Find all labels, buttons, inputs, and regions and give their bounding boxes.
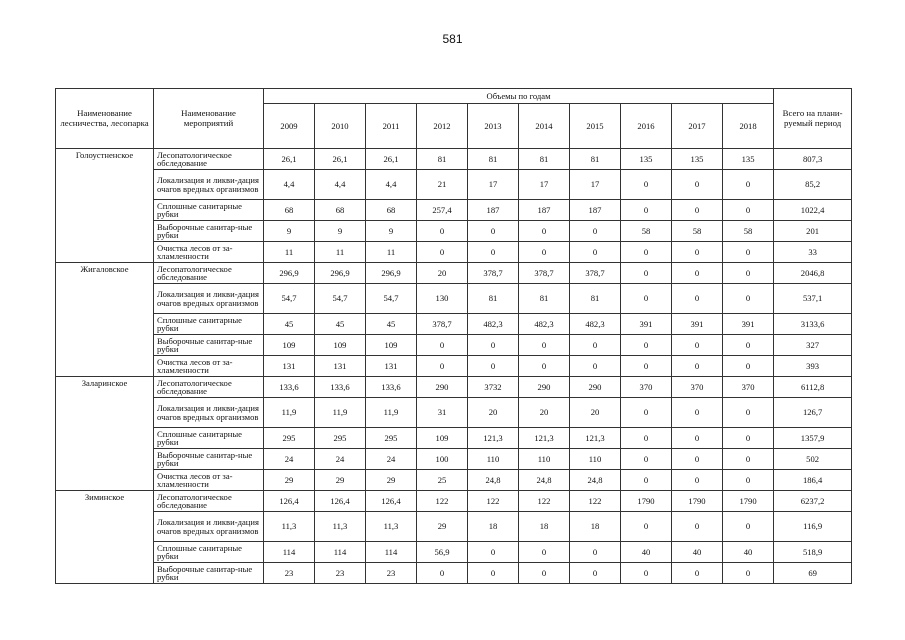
year-value-2011: 114 <box>366 542 417 563</box>
forestry-name: Голоустненское <box>56 149 154 263</box>
year-value-2014: 187 <box>519 200 570 221</box>
measure-name: Очистка лесов от за-хламленности <box>154 356 264 377</box>
year-header-2009: 2009 <box>264 104 315 149</box>
year-value-2012: 56,9 <box>417 542 468 563</box>
year-value-2017: 0 <box>672 428 723 449</box>
measure-name: Локализация и ликви-дация очагов вредных организмов <box>154 398 264 428</box>
year-value-2015: 24,8 <box>570 470 621 491</box>
year-value-2009: 29 <box>264 470 315 491</box>
year-value-2014: 482,3 <box>519 314 570 335</box>
year-value-2012: 100 <box>417 449 468 470</box>
year-value-2010: 68 <box>315 200 366 221</box>
year-value-2011: 23 <box>366 563 417 584</box>
year-value-2015: 0 <box>570 242 621 263</box>
year-value-2009: 24 <box>264 449 315 470</box>
period-total: 116,9 <box>774 512 852 542</box>
year-value-2018: 0 <box>723 200 774 221</box>
year-value-2013: 121,3 <box>468 428 519 449</box>
year-value-2014: 121,3 <box>519 428 570 449</box>
year-value-2016: 0 <box>621 356 672 377</box>
year-value-2011: 4,4 <box>366 170 417 200</box>
year-value-2012: 122 <box>417 491 468 512</box>
year-value-2013: 0 <box>468 221 519 242</box>
period-total: 327 <box>774 335 852 356</box>
year-value-2009: 131 <box>264 356 315 377</box>
year-value-2014: 20 <box>519 398 570 428</box>
year-value-2018: 391 <box>723 314 774 335</box>
year-value-2010: 9 <box>315 221 366 242</box>
period-total: 3133,6 <box>774 314 852 335</box>
year-value-2009: 114 <box>264 542 315 563</box>
year-value-2010: 11,9 <box>315 398 366 428</box>
year-value-2013: 0 <box>468 335 519 356</box>
year-value-2016: 135 <box>621 149 672 170</box>
forestry-name: Зиминское <box>56 491 154 584</box>
period-total: 1357,9 <box>774 428 852 449</box>
year-value-2012: 31 <box>417 398 468 428</box>
year-value-2011: 11,9 <box>366 398 417 428</box>
year-value-2013: 3732 <box>468 377 519 398</box>
period-total: 807,3 <box>774 149 852 170</box>
year-header-2012: 2012 <box>417 104 468 149</box>
year-value-2014: 0 <box>519 221 570 242</box>
period-total: 69 <box>774 563 852 584</box>
year-value-2015: 0 <box>570 335 621 356</box>
period-total: 6112,8 <box>774 377 852 398</box>
year-value-2016: 0 <box>621 449 672 470</box>
measure-name: Сплошные санитарные рубки <box>154 200 264 221</box>
year-value-2017: 58 <box>672 221 723 242</box>
year-header-2018: 2018 <box>723 104 774 149</box>
year-value-2015: 0 <box>570 221 621 242</box>
year-value-2009: 68 <box>264 200 315 221</box>
period-total: 186,4 <box>774 470 852 491</box>
year-value-2018: 0 <box>723 470 774 491</box>
table-row <box>56 449 852 470</box>
year-value-2014: 378,7 <box>519 263 570 284</box>
table-body <box>56 149 852 584</box>
year-value-2015: 0 <box>570 563 621 584</box>
year-value-2010: 131 <box>315 356 366 377</box>
measure-name: Выборочные санитар-ные рубки <box>154 221 264 242</box>
year-value-2009: 133,6 <box>264 377 315 398</box>
page-number: 581 <box>442 32 463 46</box>
year-value-2014: 81 <box>519 284 570 314</box>
year-value-2009: 54,7 <box>264 284 315 314</box>
year-value-2016: 0 <box>621 242 672 263</box>
year-value-2016: 0 <box>621 428 672 449</box>
year-value-2016: 0 <box>621 470 672 491</box>
year-value-2018: 370 <box>723 377 774 398</box>
table-row <box>56 377 852 398</box>
year-value-2014: 110 <box>519 449 570 470</box>
year-value-2017: 391 <box>672 314 723 335</box>
year-value-2015: 17 <box>570 170 621 200</box>
table-row <box>56 221 852 242</box>
total-column-header: Всего на плани-руемый период <box>774 89 852 149</box>
table-row <box>56 335 852 356</box>
year-value-2010: 114 <box>315 542 366 563</box>
year-value-2016: 0 <box>621 398 672 428</box>
year-value-2017: 1790 <box>672 491 723 512</box>
year-value-2012: 0 <box>417 335 468 356</box>
measure-name: Сплошные санитарные рубки <box>154 428 264 449</box>
year-value-2015: 20 <box>570 398 621 428</box>
year-value-2011: 54,7 <box>366 284 417 314</box>
year-value-2009: 45 <box>264 314 315 335</box>
table-row <box>56 491 852 512</box>
year-value-2012: 290 <box>417 377 468 398</box>
measure-name: Локализация и ликви-дация очагов вредных организмов <box>154 170 264 200</box>
year-value-2016: 391 <box>621 314 672 335</box>
period-total: 126,7 <box>774 398 852 428</box>
year-value-2009: 295 <box>264 428 315 449</box>
year-value-2011: 109 <box>366 335 417 356</box>
year-value-2016: 0 <box>621 563 672 584</box>
year-value-2018: 58 <box>723 221 774 242</box>
year-value-2017: 40 <box>672 542 723 563</box>
period-total: 502 <box>774 449 852 470</box>
year-value-2017: 0 <box>672 170 723 200</box>
year-value-2009: 9 <box>264 221 315 242</box>
measure-name: Локализация и ликви-дация очагов вредных организмов <box>154 512 264 542</box>
year-value-2018: 0 <box>723 512 774 542</box>
year-value-2012: 130 <box>417 284 468 314</box>
year-value-2015: 110 <box>570 449 621 470</box>
year-value-2011: 24 <box>366 449 417 470</box>
year-value-2016: 0 <box>621 200 672 221</box>
year-value-2013: 0 <box>468 542 519 563</box>
year-value-2011: 68 <box>366 200 417 221</box>
year-value-2015: 122 <box>570 491 621 512</box>
year-value-2012: 0 <box>417 242 468 263</box>
year-value-2013: 482,3 <box>468 314 519 335</box>
period-total: 537,1 <box>774 284 852 314</box>
year-value-2012: 29 <box>417 512 468 542</box>
year-value-2018: 0 <box>723 335 774 356</box>
year-value-2016: 0 <box>621 512 672 542</box>
year-value-2016: 0 <box>621 263 672 284</box>
measure-name: Сплошные санитарные рубки <box>154 542 264 563</box>
measure-name: Лесопатологическое обследование <box>154 263 264 284</box>
year-value-2009: 11,3 <box>264 512 315 542</box>
year-value-2011: 29 <box>366 470 417 491</box>
year-value-2018: 0 <box>723 398 774 428</box>
period-total: 33 <box>774 242 852 263</box>
year-value-2015: 81 <box>570 284 621 314</box>
year-value-2009: 126,4 <box>264 491 315 512</box>
measure-name: Лесопатологическое обследование <box>154 491 264 512</box>
year-value-2014: 290 <box>519 377 570 398</box>
year-value-2014: 0 <box>519 335 570 356</box>
year-header-2016: 2016 <box>621 104 672 149</box>
year-value-2011: 126,4 <box>366 491 417 512</box>
table-row <box>56 149 852 170</box>
year-value-2013: 81 <box>468 149 519 170</box>
year-value-2009: 26,1 <box>264 149 315 170</box>
year-value-2016: 370 <box>621 377 672 398</box>
year-value-2018: 1790 <box>723 491 774 512</box>
year-value-2011: 26,1 <box>366 149 417 170</box>
year-value-2011: 131 <box>366 356 417 377</box>
year-value-2014: 122 <box>519 491 570 512</box>
measure-name: Лесопатологическое обследование <box>154 377 264 398</box>
year-value-2013: 0 <box>468 563 519 584</box>
year-value-2018: 0 <box>723 563 774 584</box>
year-value-2018: 0 <box>723 449 774 470</box>
year-value-2013: 24,8 <box>468 470 519 491</box>
year-value-2017: 0 <box>672 263 723 284</box>
measure-name: Очистка лесов от за-хламленности <box>154 470 264 491</box>
year-value-2014: 81 <box>519 149 570 170</box>
year-value-2009: 11 <box>264 242 315 263</box>
measure-name: Очистка лесов от за-хламленности <box>154 242 264 263</box>
period-total: 1022,4 <box>774 200 852 221</box>
year-value-2018: 135 <box>723 149 774 170</box>
measure-column-header: Наименование мероприятий <box>154 89 264 149</box>
table-row <box>56 398 852 428</box>
year-value-2013: 187 <box>468 200 519 221</box>
year-value-2014: 0 <box>519 356 570 377</box>
year-value-2012: 257,4 <box>417 200 468 221</box>
year-header-2010: 2010 <box>315 104 366 149</box>
year-value-2014: 0 <box>519 563 570 584</box>
period-total: 2046,8 <box>774 263 852 284</box>
year-value-2012: 21 <box>417 170 468 200</box>
year-value-2012: 0 <box>417 221 468 242</box>
year-value-2009: 23 <box>264 563 315 584</box>
year-value-2011: 295 <box>366 428 417 449</box>
period-total: 393 <box>774 356 852 377</box>
year-value-2018: 0 <box>723 263 774 284</box>
year-value-2011: 296,9 <box>366 263 417 284</box>
year-value-2017: 0 <box>672 449 723 470</box>
period-total: 518,9 <box>774 542 852 563</box>
year-value-2015: 0 <box>570 356 621 377</box>
year-value-2017: 0 <box>672 284 723 314</box>
year-value-2010: 109 <box>315 335 366 356</box>
years-group-header: Объемы по годам <box>264 89 774 104</box>
year-value-2012: 25 <box>417 470 468 491</box>
year-value-2010: 4,4 <box>315 170 366 200</box>
period-total: 201 <box>774 221 852 242</box>
year-value-2011: 45 <box>366 314 417 335</box>
year-value-2013: 0 <box>468 242 519 263</box>
year-value-2011: 133,6 <box>366 377 417 398</box>
year-value-2013: 20 <box>468 398 519 428</box>
year-value-2011: 9 <box>366 221 417 242</box>
year-value-2013: 18 <box>468 512 519 542</box>
forestry-name: Жигаловское <box>56 263 154 377</box>
table-header <box>56 89 852 149</box>
forestry-column-header: Наименование лесничества, лесопарка <box>56 89 154 149</box>
year-header-2017: 2017 <box>672 104 723 149</box>
year-value-2010: 29 <box>315 470 366 491</box>
year-value-2012: 0 <box>417 563 468 584</box>
table-row <box>56 242 852 263</box>
measure-name: Лесопатологическое обследование <box>154 149 264 170</box>
measure-name: Выборочные санитар-ные рубки <box>154 563 264 584</box>
year-value-2013: 0 <box>468 356 519 377</box>
table-row <box>56 563 852 584</box>
table-row <box>56 200 852 221</box>
table-row <box>56 542 852 563</box>
measure-name: Выборочные санитар-ные рубки <box>154 335 264 356</box>
year-value-2016: 0 <box>621 170 672 200</box>
year-value-2010: 54,7 <box>315 284 366 314</box>
measure-name: Выборочные санитар-ные рубки <box>154 449 264 470</box>
year-value-2015: 290 <box>570 377 621 398</box>
year-header-2015: 2015 <box>570 104 621 149</box>
year-value-2010: 133,6 <box>315 377 366 398</box>
year-value-2011: 11 <box>366 242 417 263</box>
year-value-2015: 482,3 <box>570 314 621 335</box>
table-row <box>56 170 852 200</box>
year-header-2011: 2011 <box>366 104 417 149</box>
year-value-2018: 0 <box>723 284 774 314</box>
year-value-2012: 378,7 <box>417 314 468 335</box>
year-value-2010: 296,9 <box>315 263 366 284</box>
year-value-2013: 17 <box>468 170 519 200</box>
year-value-2016: 0 <box>621 335 672 356</box>
year-value-2012: 0 <box>417 356 468 377</box>
period-total: 6237,2 <box>774 491 852 512</box>
year-value-2017: 0 <box>672 512 723 542</box>
table-row <box>56 512 852 542</box>
year-value-2009: 109 <box>264 335 315 356</box>
measure-name: Сплошные санитарные рубки <box>154 314 264 335</box>
year-value-2017: 0 <box>672 398 723 428</box>
year-value-2012: 109 <box>417 428 468 449</box>
year-value-2012: 81 <box>417 149 468 170</box>
year-value-2009: 4,4 <box>264 170 315 200</box>
year-value-2010: 45 <box>315 314 366 335</box>
year-value-2010: 11,3 <box>315 512 366 542</box>
year-value-2013: 378,7 <box>468 263 519 284</box>
year-value-2009: 11,9 <box>264 398 315 428</box>
year-value-2012: 20 <box>417 263 468 284</box>
year-value-2010: 295 <box>315 428 366 449</box>
table-row <box>56 314 852 335</box>
measure-name: Локализация и ликви-дация очагов вредных организмов <box>154 284 264 314</box>
table-row <box>56 428 852 449</box>
year-value-2018: 0 <box>723 428 774 449</box>
forestry-name: Заларинское <box>56 377 154 491</box>
year-value-2018: 0 <box>723 242 774 263</box>
year-value-2017: 0 <box>672 335 723 356</box>
period-total: 85,2 <box>774 170 852 200</box>
year-value-2014: 0 <box>519 542 570 563</box>
year-value-2013: 81 <box>468 284 519 314</box>
year-value-2010: 24 <box>315 449 366 470</box>
year-value-2014: 18 <box>519 512 570 542</box>
year-value-2010: 11 <box>315 242 366 263</box>
year-value-2017: 370 <box>672 377 723 398</box>
year-value-2017: 0 <box>672 470 723 491</box>
year-value-2014: 0 <box>519 242 570 263</box>
table-row <box>56 263 852 284</box>
year-value-2017: 0 <box>672 200 723 221</box>
year-value-2013: 122 <box>468 491 519 512</box>
year-value-2018: 40 <box>723 542 774 563</box>
year-value-2015: 0 <box>570 542 621 563</box>
year-value-2016: 40 <box>621 542 672 563</box>
year-value-2015: 378,7 <box>570 263 621 284</box>
table-row <box>56 470 852 491</box>
year-value-2018: 0 <box>723 356 774 377</box>
year-value-2013: 110 <box>468 449 519 470</box>
table-row <box>56 356 852 377</box>
year-value-2014: 24,8 <box>519 470 570 491</box>
year-value-2015: 187 <box>570 200 621 221</box>
forest-measures-table <box>55 88 852 584</box>
year-value-2009: 296,9 <box>264 263 315 284</box>
year-value-2011: 11,3 <box>366 512 417 542</box>
year-header-2013: 2013 <box>468 104 519 149</box>
year-value-2017: 0 <box>672 563 723 584</box>
year-value-2016: 0 <box>621 284 672 314</box>
year-value-2014: 17 <box>519 170 570 200</box>
year-value-2015: 81 <box>570 149 621 170</box>
year-value-2017: 135 <box>672 149 723 170</box>
year-value-2017: 0 <box>672 356 723 377</box>
year-value-2010: 23 <box>315 563 366 584</box>
year-value-2017: 0 <box>672 242 723 263</box>
year-header-2014: 2014 <box>519 104 570 149</box>
year-value-2016: 1790 <box>621 491 672 512</box>
year-value-2010: 26,1 <box>315 149 366 170</box>
year-value-2018: 0 <box>723 170 774 200</box>
year-value-2015: 18 <box>570 512 621 542</box>
table-row <box>56 284 852 314</box>
year-value-2015: 121,3 <box>570 428 621 449</box>
year-value-2016: 58 <box>621 221 672 242</box>
year-value-2010: 126,4 <box>315 491 366 512</box>
